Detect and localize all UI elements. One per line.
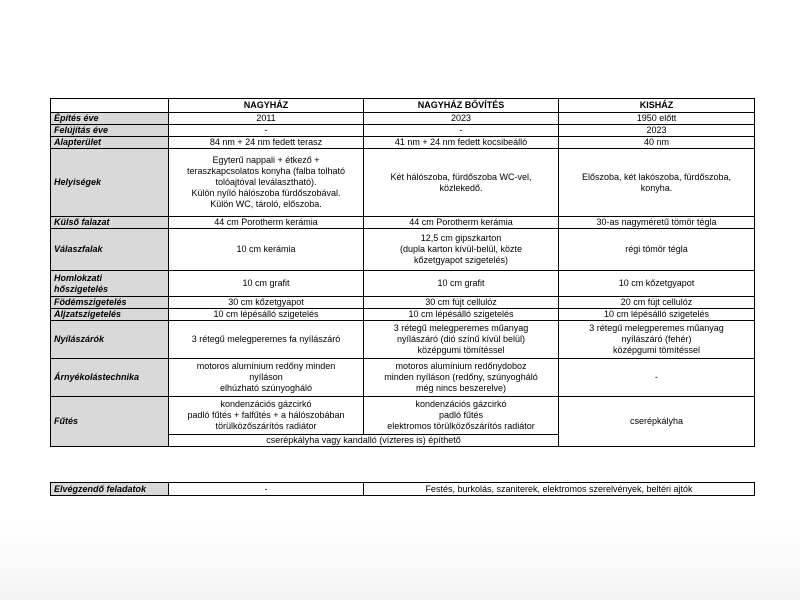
cell-nagyhaz: 84 nm + 24 nm fedett terasz	[169, 137, 364, 149]
cell-bovites: 44 cm Porotherm kerámia	[364, 217, 559, 229]
cell-nagyhaz: 44 cm Porotherm kerámia	[169, 217, 364, 229]
cell-nagyhaz: 2011	[169, 113, 364, 125]
cell-nagyhaz: 30 cm kőzetgyapot	[169, 297, 364, 309]
cell-kishaz: 20 cm fújt cellulóz	[559, 297, 755, 309]
header-row	[51, 99, 755, 113]
header-nagyhaz-bovites: NAGYHÁZ BŐVÍTÉS	[364, 99, 559, 113]
property-comparison-table	[50, 98, 755, 447]
cell-kishaz: 3 rétegű melegperemes műanyag nyílászáró (fehér) középgumi tömítéssel	[559, 321, 755, 359]
header-empty	[51, 99, 169, 113]
row-label: Helyiségek	[51, 149, 169, 217]
cell-bovites: 41 nm + 24 nm fedett kocsibeálló	[364, 137, 559, 149]
cell-nagyhaz: 3 rétegű melegperemes fa nyílászáró	[169, 321, 364, 359]
cell-kishaz: 10 cm lépésálló szigetelés	[559, 309, 755, 321]
row-label: Külső falazat	[51, 217, 169, 229]
cell-nagyhaz: 10 cm kerámia	[169, 229, 364, 271]
heating-label: Fűtés	[51, 397, 169, 447]
cell-bovites: 12,5 cm gipszkarton (dupla karton kívül-belül, közte kőzetgyapot szigetelés)	[364, 229, 559, 271]
cell-kishaz: 30-as nagyméretű tömör tégla	[559, 217, 755, 229]
row-label: Alapterület	[51, 137, 169, 149]
row-label: Árnyékolástechnika	[51, 359, 169, 397]
cell-nagyhaz: -	[169, 125, 364, 137]
heating-kishaz: cserépkályha	[559, 397, 755, 447]
cell-bovites: 3 rétegű melegperemes műanyag nyílászáró (dió színű kívül belül) középgumi tömítéssel	[364, 321, 559, 359]
cell-bovites: 2023	[364, 113, 559, 125]
row-label: Nyílászárók	[51, 321, 169, 359]
heating-bovites: kondenzációs gázcirkó padló fűtés elektromos törülközőszárítós radiátor	[364, 397, 559, 435]
cell-bovites: 10 cm grafit	[364, 271, 559, 297]
row-arnyekolastechnika	[51, 359, 755, 397]
row-valaszfalak	[51, 229, 755, 271]
cell-kishaz: 10 cm kőzetgyapot	[559, 271, 755, 297]
tasks-rest: Festés, burkolás, szaniterek, elektromos szerelvények, beltéri ajtók	[364, 483, 755, 496]
header-kishaz: KISHÁZ	[559, 99, 755, 113]
cell-nagyhaz: Egyterű nappali + étkező + teraszkapcsolatos konyha (falba tolható tolóajtóval leválasztható). Külön nyíló hálószoba fürdőszobával. Külön WC, tároló, előszoba.	[169, 149, 364, 217]
cell-nagyhaz: 10 cm lépésálló szigetelés	[169, 309, 364, 321]
row-fodemszigeteles	[51, 297, 755, 309]
row-futes	[51, 397, 755, 435]
cell-bovites: 30 cm fújt cellulóz	[364, 297, 559, 309]
row-homlokzati-hoszigeteles	[51, 271, 755, 297]
row-label: Válaszfalak	[51, 229, 169, 271]
cell-nagyhaz: motoros alumínium redőny minden nyíláson elhúzható szúnyogháló	[169, 359, 364, 397]
row-aljzatszigeteles	[51, 309, 755, 321]
row-nyilaszarok	[51, 321, 755, 359]
row-label: Aljzatszigetelés	[51, 309, 169, 321]
cell-kishaz: Előszoba, két lakószoba, fürdőszoba, konyha.	[559, 149, 755, 217]
bottom-shadow	[0, 520, 800, 600]
row-label: Felújítás éve	[51, 125, 169, 137]
row-label: Építés éve	[51, 113, 169, 125]
row-label: Homlokzati hőszigetelés	[51, 271, 169, 297]
cell-bovites: motoros alumínium redőnydoboz minden nyíláson (redőny, szúnyogháló még nincs beszerelve)	[364, 359, 559, 397]
header-nagyhaz: NAGYHÁZ	[169, 99, 364, 113]
cell-kishaz: 2023	[559, 125, 755, 137]
row-label: Födémszigetelés	[51, 297, 169, 309]
cell-kishaz: 1950 előtt	[559, 113, 755, 125]
row-epites-eve	[51, 113, 755, 125]
cell-kishaz: 40 nm	[559, 137, 755, 149]
cell-bovites: Két hálószoba, fürdőszoba WC-vel, közlekedő.	[364, 149, 559, 217]
tasks-table	[50, 482, 755, 496]
cell-nagyhaz: 10 cm grafit	[169, 271, 364, 297]
row-elvegzendo-feladatok	[51, 483, 755, 496]
cell-bovites: -	[364, 125, 559, 137]
cell-bovites: 10 cm lépésálló szigetelés	[364, 309, 559, 321]
row-alapterulet	[51, 137, 755, 149]
heating-note: cserépkályha vagy kandalló (vízteres is) építhető	[169, 435, 559, 447]
cell-kishaz: régi tömör tégla	[559, 229, 755, 271]
row-helyisegek	[51, 149, 755, 217]
tasks-label: Elvégzendő feladatok	[51, 483, 169, 496]
row-kulso-falazat	[51, 217, 755, 229]
row-felujitas-eve	[51, 125, 755, 137]
cell-kishaz: -	[559, 359, 755, 397]
tasks-nagyhaz: -	[169, 483, 364, 496]
heating-nagyhaz: kondenzációs gázcirkó padló fűtés + falfűtés + a hálószobában törülközőszárítós radiátor	[169, 397, 364, 435]
